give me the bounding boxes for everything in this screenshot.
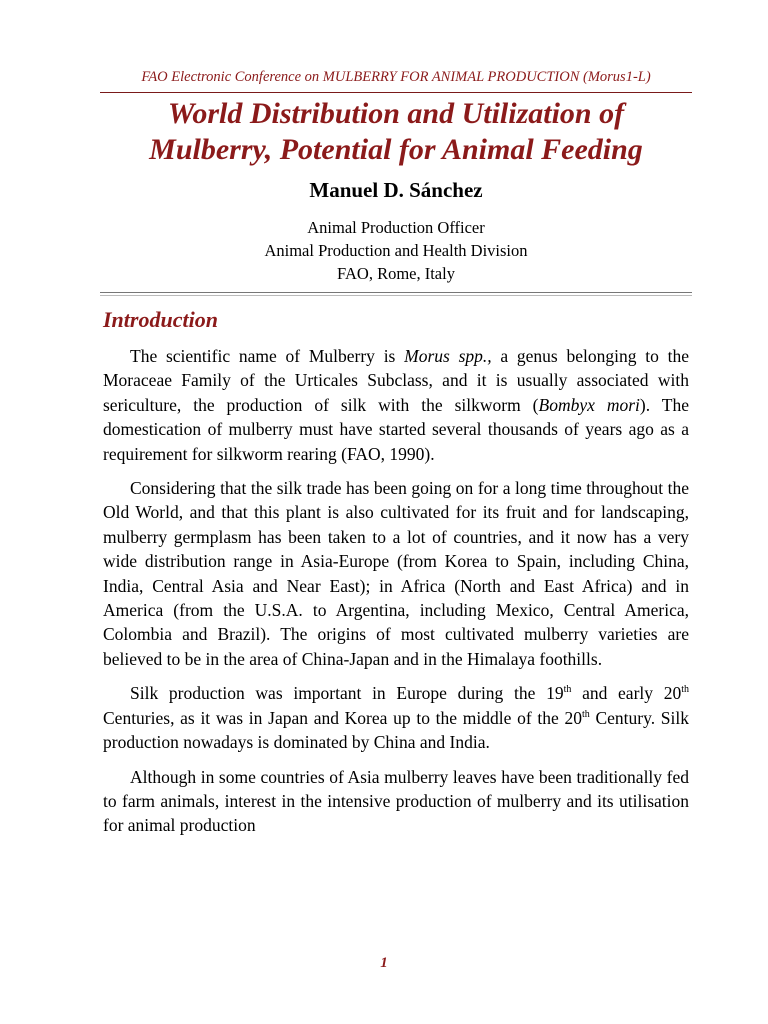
p1-text-c: a genus belonging to the Moraceae Family of the Urticales Subclass, and it is usually associated with sericulture, the production of silk with the silkworm ( <box>103 346 689 415</box>
header-rule <box>100 92 692 93</box>
p1-genus-name: Morus spp., <box>404 346 492 366</box>
author-location: FAO, Rome, Italy <box>337 264 455 283</box>
author-division: Animal Production and Health Division <box>264 241 528 260</box>
page-number: 1 <box>380 955 388 971</box>
p3-text-b: and early 20 <box>571 683 682 704</box>
document-title <box>80 96 712 168</box>
p1-text-a: The scientific name of Mulberry is <box>130 346 405 366</box>
section-divider <box>100 292 692 296</box>
p3-text-c: Centuries, as it was in Japan and Korea up to the middle of the 20 <box>103 707 582 728</box>
p1-text-e: ). The domestication of mulberry must have started several thousands of years ago as a requirement for silkworm rearing (FAO, 1990). <box>103 394 689 464</box>
paragraph-4: Although in some countries of Asia mulberry leaves have been traditionally fed to farm animals, interest in the intensive production of mulberry and its utilisation for animal production <box>103 766 689 836</box>
title-line-1: World Distribution and Utilization of <box>167 97 625 130</box>
p3-superscript-3: th <box>581 708 590 720</box>
running-header: FAO Electronic Conference on MULBERRY FOR ANIMAL PRODUCTION (Morus1-L) <box>141 69 651 85</box>
p3-text-d: Century. Silk production nowadays is dominated by China and India. <box>103 707 689 753</box>
paragraph-2: Considering that the silk trade has been going on for a long time throughout the Old World, and that this plant is also cultivated for its fruit and for landscaping, mulberry germplasm has been taken to a lot of countries, and it now has a very wide distribution range in Asia-Europe (from Korea to Spain, including China, India, Central Asia and Near East); in Africa (North and East Africa) and in America (from the U.S.A. to Argentina, including Mexico, Central America, Colombia and Brazil). The origins of most cultivated mulberry varieties are believed to be in the area of China-Japan and in the Himalaya foothills. <box>103 478 689 669</box>
p1-species-name: Bombyx mori <box>538 394 640 415</box>
body-text <box>103 344 689 848</box>
author-position: Animal Production Officer <box>307 218 485 237</box>
section-heading: Introduction <box>103 307 218 332</box>
author-affiliation <box>80 216 712 285</box>
author-name: Manuel D. Sánchez <box>309 178 483 202</box>
title-line-2: Mulberry, Potential for Animal Feeding <box>149 133 643 166</box>
p3-text-a: Silk production was important in Europe during the 19 <box>130 683 564 704</box>
paragraph-3 <box>103 681 689 754</box>
p3-superscript-1: th <box>563 684 572 696</box>
p3-superscript-2: th <box>681 684 689 696</box>
paragraph-1 <box>103 344 689 466</box>
